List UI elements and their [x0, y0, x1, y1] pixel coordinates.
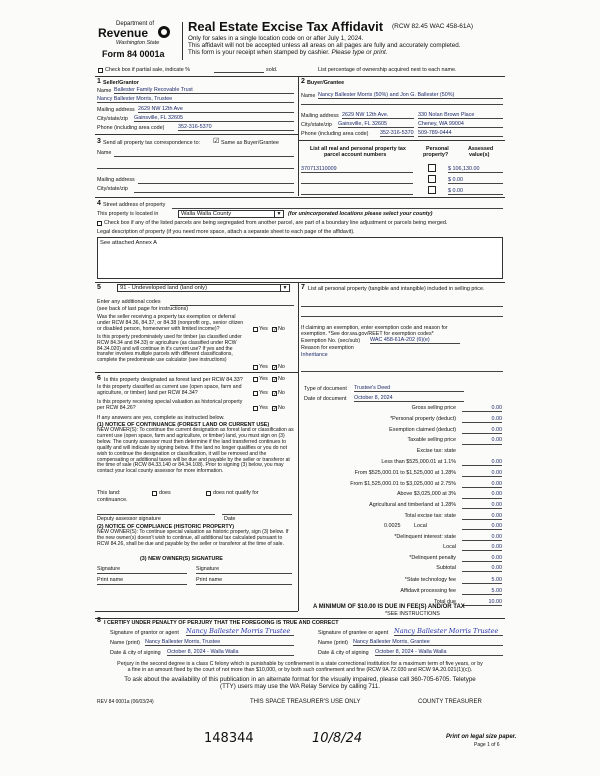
exemption-text: If claiming an exemption, enter exemption code and reason for exemption. *See dor.wa.gov/REET for exemption codes*	[301, 325, 448, 338]
tax-row-label: Total excise tax: state	[404, 513, 456, 519]
tax-row-label: Subtotal	[436, 565, 456, 571]
current-use-no-checkbox[interactable]: ✓	[273, 391, 278, 397]
buyer-city-1-field[interactable]: Gainsville, FL 32605	[338, 121, 414, 128]
parcel-col2-header-b: property?	[423, 152, 449, 158]
parcel-number-2[interactable]	[301, 183, 413, 184]
section-4-number: 4	[97, 200, 101, 207]
legal-description-label: Legal description of property (if you need more space, attach a separate sheet to each page of the affidavit).	[97, 229, 355, 235]
partial-sale-label: Check box if partial sale, indicate %	[105, 67, 191, 73]
new-owner-print-label-1: Print name	[97, 577, 124, 583]
section-3-text: Send all property tax correspondence to:	[103, 140, 201, 146]
does-not-checkbox[interactable]	[206, 491, 211, 496]
personal-property-checkbox-2[interactable]	[428, 175, 436, 183]
current-use-no-label: No	[278, 390, 285, 396]
page-number: Page 1 of 6	[474, 742, 500, 748]
q2-yes-label: Yes	[259, 364, 268, 370]
q2-yes-checkbox[interactable]	[253, 365, 258, 370]
doc-type-label: Type of document	[304, 386, 347, 392]
buyer-mailing-label: Mailing address	[301, 113, 339, 119]
tax-row-value[interactable]: 0.00	[462, 555, 502, 562]
grantee-name-field[interactable]: Nancy Ballester Morris, Grantee	[353, 639, 503, 646]
tax-row-value[interactable]: 0.00	[462, 502, 502, 509]
new-owner-signature-label-1: Signature	[97, 566, 121, 572]
exemption-no-field[interactable]: WAC 458-61A-202 (6)(e)	[370, 337, 460, 344]
assessed-value-1[interactable]: $ 106,130.00	[448, 166, 503, 173]
segregated-text: Check box if any of the listed parcels are being segregated from another parcel, are part of a boundary line adjustment or parcels being merged.	[104, 220, 448, 226]
see-instructions-note: *SEE INSTRUCTIONS	[385, 611, 440, 617]
doc-date-field[interactable]: October 8, 2024	[354, 395, 464, 402]
assessed-value-2[interactable]: $ 0.00	[448, 177, 503, 184]
q1-yes-checkbox[interactable]	[253, 327, 258, 332]
tax-row-label: Above $3,025,000 at 3%	[396, 491, 456, 498]
instruction-1: Only for sales in a single location code on or after July 1, 2024.	[188, 35, 364, 42]
tax-row-value[interactable]: 5.00	[462, 588, 502, 595]
alt-format-notice	[88, 676, 512, 690]
grantor-name-label: Name (print)	[110, 640, 140, 646]
grantee-date-label: Date & city of signing	[318, 650, 369, 656]
section-7-number: 7	[301, 284, 305, 291]
tax-row-value[interactable]: 5.00	[462, 577, 502, 584]
deputy-date-label: Date	[224, 516, 236, 522]
additional-codes-label: Enter any additional codes	[97, 299, 161, 305]
forest-no-checkbox[interactable]: ✓	[273, 377, 278, 383]
section-5-q1: Was the seller receiving a property tax exemption or deferral under RCW 84.36, 84.37, or 84.38 (nonprofit org., senior citizen or disabled person, homeowner with limited income)?	[97, 314, 244, 332]
legal-paper-note: Print on legal size paper.	[446, 734, 517, 740]
tax-row-label: *State technology fee	[404, 577, 456, 583]
seller-name-2-field[interactable]: Nancy Ballester Morris, Trustee	[97, 96, 294, 103]
new-owner-signature-field-2[interactable]	[196, 573, 292, 574]
tax-row-value[interactable]: 0.00	[462, 534, 502, 541]
grantor-date-field[interactable]: October 8, 2024 - Walla Walla	[167, 649, 294, 656]
tax-row-label: Less than $525,000.01 at 1.1%	[381, 459, 456, 465]
does-label: does	[159, 490, 171, 496]
tax-row-label: From $525,000.01 to $1,525,000 at 1.28%	[354, 469, 456, 476]
doc-date-label: Date of document	[304, 396, 347, 402]
tax-row-value[interactable]: 0.00	[462, 481, 502, 488]
section-6-note: If any answers are yes, complete as instructed below.	[97, 415, 225, 421]
section-6-q1: Is this property designated as forest land per RCW 84.33?	[104, 377, 243, 383]
new-owner-print-field-2[interactable]	[196, 584, 292, 585]
personal-property-checkbox-3[interactable]	[428, 186, 436, 194]
parcel-col2-header: Personal	[426, 146, 449, 152]
section-6-q3: Is this property receiving special valuation as historical property per RCW 84.26?	[97, 399, 243, 411]
section-3-name-field[interactable]	[114, 156, 294, 157]
q2-no-label: No	[278, 364, 285, 370]
agency-state: Washington State	[116, 40, 160, 46]
buyer-phone-1-field[interactable]: 352-316-5370	[380, 130, 414, 136]
section-3-mailing-field[interactable]	[138, 183, 294, 184]
deputy-date-field[interactable]	[222, 514, 292, 515]
parcel-col3-header-b: value(s)	[469, 152, 490, 158]
agency-name: Revenue	[98, 26, 149, 40]
buyer-city-2-field[interactable]: Cheney, WA 99004	[418, 121, 503, 128]
continuance-label: continuance.	[97, 497, 128, 503]
located-note: (for unincorporated locations please select your county)	[288, 211, 433, 217]
certify-text: I CERTIFY UNDER PENALTY OF PERJURY THAT THE FOREGOING IS TRUE AND CORRECT	[104, 620, 339, 626]
tax-row-value[interactable]: 0.00	[462, 491, 502, 498]
tax-row-label: Gross selling price	[411, 405, 456, 411]
reason-label: Reason for exemption	[301, 345, 354, 351]
tax-row-value[interactable]: 0.00	[462, 405, 502, 412]
legal-description-field[interactable]	[97, 237, 503, 279]
parcel-col1-header: List all real and personal property tax	[310, 146, 406, 152]
seller-mailing-label: Mailing address	[97, 107, 135, 113]
parcel-number-3[interactable]	[301, 194, 413, 195]
grantee-signature-field[interactable]: Nancy Ballester Morris Trustee	[394, 627, 503, 636]
historic-no-checkbox[interactable]: ✓	[273, 406, 278, 412]
sold-label: sold.	[266, 67, 278, 73]
handwritten-receipt-number: 148344	[204, 731, 254, 746]
alt-format-line-2: (TTY) users may use the WA Relay Service by calling 711.	[220, 683, 380, 691]
q2-no-checkbox[interactable]: ✓	[273, 365, 278, 371]
parcel-col3-header: Assessed	[468, 146, 494, 152]
buyer-mailing-2-field[interactable]: 330 Nolan Brown Place	[418, 112, 503, 119]
new-owner-signature-heading: (3) NEW OWNER(S) SIGNATURE	[140, 556, 223, 562]
tax-row-value[interactable]: 0.00	[462, 470, 502, 477]
deputy-signature-label: Deputy assessor signature	[97, 516, 161, 522]
buyer-phone-2-field[interactable]: 509-789-0444	[418, 130, 503, 137]
logo-swirl-icon	[158, 26, 170, 38]
county-treasurer-label: COUNTY TREASURER	[418, 699, 482, 705]
seller-city-label: City/state/zip	[97, 116, 128, 122]
does-not-label: does not qualify for	[213, 490, 259, 496]
section-7-text: List all personal property (tangible and intangible) included in selling price.	[308, 286, 485, 292]
instruction-2: This affidavit will not be accepted unless all areas on all pages are fully and accurately completed.	[188, 42, 461, 49]
reason-field[interactable]: Inheritance	[301, 352, 328, 358]
section-3-city-field[interactable]	[134, 192, 294, 193]
forest-yes-checkbox[interactable]	[253, 377, 258, 382]
grantor-name-field[interactable]: Nancy Ballester Morris, Trustee	[145, 639, 294, 646]
grantor-signature-label: Signature of grantor or agent	[110, 630, 179, 636]
chevron-down-icon: ▼	[280, 285, 289, 292]
tax-row-value[interactable]: 0.00	[462, 437, 502, 444]
seller-mailing-field[interactable]: 2629 NW 12th Ave	[138, 106, 294, 113]
tax-row-value[interactable]: 0.00	[462, 513, 502, 520]
local-tax-label: Local	[414, 523, 427, 529]
local-rate: 0.0025	[384, 523, 401, 529]
assessed-value-3[interactable]: $ 0.00	[448, 188, 503, 195]
compliance-text: NEW OWNER(S): To continue special valuation as historic property, sign (3) below. If the new owner(s) doesn't wish to continue, all additional tax calculated pursuant to RCW 84.26, shall be due and payable by the seller or transferor at the time of sale.	[97, 529, 289, 547]
section-8-number: 8	[97, 617, 101, 624]
tax-row-value[interactable]: 10.00	[462, 599, 502, 606]
buyer-name-label: Name	[301, 93, 316, 99]
tax-row-label: *Delinquent penalty	[409, 555, 456, 561]
instruction-3-italic: Please type or print.	[331, 49, 388, 56]
form-title: Real Estate Excise Tax Affidavit	[188, 19, 384, 34]
q1-no-label: No	[278, 326, 285, 332]
buyer-heading: Buyer/Grantee	[307, 80, 345, 86]
parcel-number-1[interactable]: 370713110009	[301, 166, 413, 173]
perjury-line-2: a fine in an amount fixed by the court of not more than $10,000, or by both such confinement and fine (RCW 9A.72.030 and RCW 9A.20.021(1)(c)).	[127, 667, 473, 674]
grantee-name-label: Name (print)	[318, 640, 348, 646]
section-3-mailing-label: Mailing address	[97, 177, 135, 183]
historic-no-label: No	[278, 405, 285, 411]
same-as-buyer-label: Same as Buyer/Grantee	[221, 140, 279, 146]
q1-yes-label: Yes	[259, 326, 268, 332]
new-owner-signature-field-1[interactable]	[97, 573, 187, 574]
land-use-value: 91 - Undeveloped land (land only)	[120, 285, 208, 291]
deputy-signature-field[interactable]	[97, 514, 215, 515]
tax-row-label: Exemption claimed (deduct)	[389, 426, 456, 433]
grantor-signature-field[interactable]: Nancy Ballester Morris Trustee	[186, 627, 294, 636]
tax-row-value[interactable]: 0.00	[462, 459, 502, 466]
instruction-3	[188, 49, 388, 56]
same-as-buyer-checkbox[interactable]: ☑	[213, 138, 220, 145]
doc-type-field[interactable]: Trustee's Deed	[354, 385, 464, 392]
tax-row-label: Affidavit processing fee	[400, 588, 456, 594]
seller-phone-field[interactable]: 352-316-5370	[178, 124, 294, 131]
chevron-down-icon: ▼	[274, 211, 283, 218]
grantee-signature-label: Signature of grantee or agent	[318, 630, 389, 636]
does-checkbox[interactable]	[152, 491, 157, 496]
tax-row-label: Agricultural and timberland at 1.28%	[369, 502, 456, 509]
agency-line1: Department of	[116, 21, 155, 27]
historic-yes-label: Yes	[259, 405, 268, 411]
section-3-city-label: City/state/zip	[97, 186, 128, 192]
alt-format-line-1: To ask about the availability of this publication in an alternate format for the visually impaired, please call 360-705-6705. Teletype	[124, 676, 476, 683]
tax-row-label: Local	[443, 544, 456, 550]
minimum-due-note: A MINIMUM OF $10.00 IS DUE IN FEE(S) AND/OR TAX	[313, 604, 465, 610]
continuance-heading: (1) NOTICE OF CONTINUANCE (FOREST LAND OR CURRENT USE)	[97, 422, 270, 428]
treasurer-use-label: THIS SPACE TREASURER'S USE ONLY	[250, 699, 361, 705]
section-3-name-label: Name	[97, 150, 112, 156]
seller-name-label: Name	[97, 88, 112, 94]
section-6-number: 6	[97, 375, 101, 382]
section-6-q2: Is this property classified as current use (open space, farm and agriculture, or timber) land per RCW 84.34?	[97, 384, 242, 396]
seller-heading: Seller/Grantor	[103, 80, 139, 86]
forest-yes-label: Yes	[259, 376, 268, 382]
tax-row-label: *Delinquent interest: state	[394, 534, 456, 540]
new-owner-print-label-2: Print name	[196, 577, 223, 583]
section-1-number: 1	[97, 78, 101, 85]
continuance-text: NEW OWNER(S): To continue the current designation as forest land or classification as current use (open space, farm and agriculture, or timber) land, you must sign on (3) below. The county assessor must then determine if the land transferred continues to qualify and will indicate by signing below. If the land no longer qualifies or you do not wish to continue the designation or classification, it will be removed and the compensating or additional taxes will be due and payable by the seller or transferor at the time of sale (RCW 84.33.140 or 84.34.108). Prior to signing (3) below, you may contact your local county assessor for more information.	[97, 427, 294, 475]
buyer-mailing-1-field[interactable]: 2629 NW 12th Ave.	[342, 112, 414, 119]
segregated-checkbox[interactable]	[97, 221, 102, 226]
tax-row-label: From $1,525,000.01 to $3,025,000 at 2.75%	[350, 480, 456, 487]
section-2-number: 2	[301, 78, 305, 85]
instruction-3-text: This form is your receipt when stamped by cashier.	[188, 49, 330, 56]
legal-description-text: See attached Annex A	[100, 240, 158, 246]
tax-row-value[interactable]: 0.00	[462, 416, 502, 423]
form-number: Form 84 0001a	[102, 49, 165, 59]
section-3-number: 3	[97, 138, 101, 145]
section-5-number: 5	[97, 284, 101, 291]
tax-row-label: Taxable selling price	[407, 437, 456, 444]
additional-codes-field[interactable]	[170, 305, 294, 306]
perjury-notice	[88, 661, 512, 673]
seller-name-field[interactable]: Ballester Family Recovable Trust	[114, 87, 294, 94]
tax-row-label: Excise tax: state	[416, 448, 456, 455]
land-use-select[interactable]	[117, 284, 290, 292]
personal-property-checkbox-1[interactable]	[428, 164, 436, 172]
revision-number: REV 84 0001a (06/03/24)	[97, 699, 154, 705]
forest-no-label: No	[278, 376, 285, 382]
historic-yes-checkbox[interactable]	[253, 406, 258, 411]
buyer-name-field[interactable]: Nancy Ballester Morris (50%) and Jon G. Ballester (50%)	[318, 92, 503, 99]
form-rcw: (RCW 82.45 WAC 458-61A)	[392, 23, 474, 30]
local-tax-value[interactable]: 0.00	[462, 523, 502, 530]
exemption-no-label: Exemption No. (sec/sub)	[301, 338, 361, 344]
seller-phone-label: Phone (including area code)	[97, 125, 165, 131]
tax-row-label: Total due	[434, 599, 456, 605]
street-address-field[interactable]	[172, 208, 503, 209]
tax-row-label: *Personal property (deduct)	[390, 415, 456, 422]
tax-row-value[interactable]: 0.00	[462, 544, 502, 551]
located-in-label: This property is located in	[97, 211, 159, 217]
new-owner-signature-label-2: Signature	[196, 566, 220, 572]
parcel-col1-header-b: parcel account numbers	[324, 152, 387, 158]
grantor-date-label: Date & city of signing	[110, 650, 161, 656]
partial-sale-checkbox[interactable]	[98, 68, 103, 73]
county-select-value: Walla Walla County	[181, 211, 232, 217]
current-use-yes-label: Yes	[259, 390, 268, 396]
handwritten-date: 10/8/24	[312, 731, 363, 746]
compliance-heading: (2) NOTICE OF COMPLIANCE (HISTORIC PROPERTY)	[97, 524, 235, 530]
ownership-note: List percentage of ownership acquired next to each name.	[318, 67, 457, 73]
street-address-label: Street address of property	[103, 202, 166, 208]
tax-row-value[interactable]: 0.00	[462, 427, 502, 434]
grantee-date-field[interactable]: October 8, 2024 - Walla Walla	[375, 649, 503, 656]
partial-sale-percent-field[interactable]	[214, 72, 264, 73]
buyer-city-label: City/state/zip	[301, 122, 332, 128]
current-use-yes-checkbox[interactable]	[253, 391, 258, 396]
personal-property-field[interactable]	[301, 306, 503, 307]
q1-no-checkbox[interactable]: ✓	[273, 327, 278, 333]
county-select[interactable]	[178, 210, 284, 218]
tax-row-value[interactable]: 0.00	[462, 565, 502, 572]
new-owner-print-field-1[interactable]	[97, 584, 187, 585]
dor-logo	[98, 20, 188, 64]
buyer-phone-label: Phone (including area code)	[301, 131, 369, 137]
this-land-label: This land:	[97, 490, 121, 496]
section-5-q2: Is this property predominately used for timber (as classified under RCW 84.34 and 84.33) or agriculture (as classified under RCW 84.34.020) and will continue in it's current use? If yes and the transfer involves multiple parcels with different classifications, complete the predominate use calculator (see instructions)	[97, 334, 242, 364]
perjury-line-1: Perjury in the second degree is a class C felony which is punishable by confinement in a state correctional institution for a maximum term of five years, or by	[117, 661, 483, 667]
seller-city-field[interactable]: Gainsville, FL 32605	[134, 115, 294, 122]
see-back-note: (see back of last page for instructions)	[97, 306, 189, 312]
